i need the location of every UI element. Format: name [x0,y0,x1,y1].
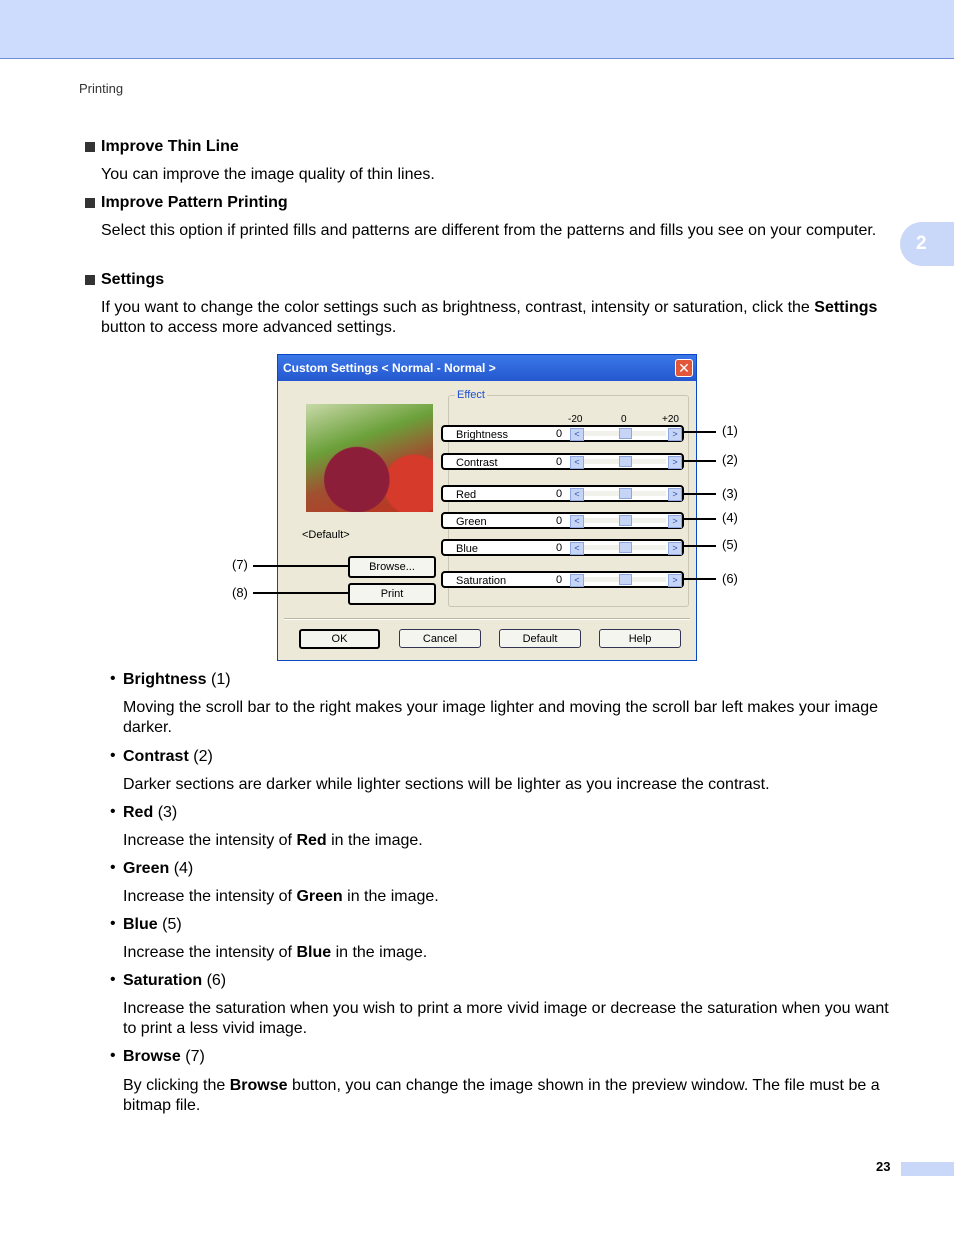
close-icon[interactable]: ✕ [675,359,693,377]
slider-thumb[interactable] [619,542,632,553]
callout-1: (1) [722,423,738,438]
item-heading [123,971,226,991]
item-ref: (2) [193,748,213,765]
callout-line [684,545,716,547]
slider-label: Contrast [456,457,498,469]
item-ref: (5) [162,916,182,933]
square-bullet-icon [85,142,95,152]
custom-settings-dialog [277,354,697,661]
slider-value: 0 [556,515,563,527]
ok-button[interactable]: OK [299,629,380,649]
bullet-dot: • [110,1047,116,1064]
callout-line [684,518,716,520]
callout-line [684,431,716,433]
chevron-left-icon[interactable]: < [570,542,584,555]
bullet-dot: • [110,971,116,988]
divider [284,618,690,620]
bullet-dot: • [110,915,116,932]
item-desc: Moving the scroll bar to the right makes your image lighter and moving the scroll bar left makes your image darker. [123,699,879,736]
item-name: Contrast [123,748,189,765]
item-ref: (3) [157,804,178,821]
slider-thumb[interactable] [619,574,632,585]
callout-3: (3) [722,486,738,501]
item-desc-bold: Blue [296,944,332,961]
callout-line [684,493,716,495]
option-desc [101,298,891,338]
item-desc-bold: Red [296,832,327,849]
slider-value: 0 [556,488,563,500]
slider-row-contrast [441,453,684,470]
bullet-dot: • [110,670,116,687]
item-name: Brightness [123,671,207,688]
callout-5: (5) [722,537,738,552]
slider-row-saturation [441,571,684,588]
item-desc: Darker sections are darker while lighter sections will be lighter as you increase the contrast. [123,776,770,793]
item-heading [123,670,231,690]
preview-label: <Default> [302,529,350,541]
option-title: Improve Pattern Printing [101,194,288,211]
default-button[interactable]: Default [499,629,581,648]
callout-8: (8) [232,585,248,600]
bullet-dot: • [110,747,116,764]
effect-group-label: Effect [457,389,485,401]
chevron-left-icon[interactable]: < [570,488,584,501]
scale-mid: 0 [621,414,627,425]
callout-line [253,592,348,594]
bullet-dot: • [110,859,116,876]
item-desc-bold: Browse [229,1077,288,1094]
item-desc [123,887,893,907]
preview-image [306,404,433,512]
slider-thumb[interactable] [619,488,632,499]
item-desc-text: button, you can change the image shown in the preview window. The file must be a bitmap file. [123,1077,880,1114]
square-bullet-icon [85,275,95,285]
item-desc-text: Increase the intensity of [123,832,292,849]
slider-value: 0 [556,574,563,586]
slider-thumb[interactable] [619,456,632,467]
item-name: Red [123,804,154,821]
section-label: Printing [79,81,124,96]
item-ref: (4) [173,860,194,877]
chevron-right-icon[interactable]: > [668,574,682,587]
scale-min: -20 [568,414,583,425]
item-name: Green [123,860,170,877]
item-heading [123,859,193,879]
chevron-left-icon[interactable]: < [570,574,584,587]
item-heading [123,803,177,823]
item-name: Saturation [123,972,203,989]
item-name: Browse [123,1048,181,1065]
option-desc: Select this option if printed fills and patterns are different from the patterns and fills you see on your computer. [101,222,877,239]
page-number: 23 [876,1159,891,1174]
slider-value: 0 [556,456,563,468]
item-desc [123,943,893,963]
slider-label: Red [456,489,477,501]
item-desc: Increase the saturation when you wish to print a more vivid image or decrease the saturation when you want to print a less vivid image. [123,1000,889,1037]
slider-row-blue [441,539,684,556]
item-ref: (7) [185,1048,205,1065]
callout-line [684,460,716,462]
option-title: Improve Thin Line [101,138,239,155]
slider-thumb[interactable] [619,428,632,439]
item-desc-text: Increase the intensity of [123,888,292,905]
header-band [0,0,954,59]
item-desc [123,1076,898,1116]
chevron-left-icon[interactable]: < [570,456,584,469]
scale-max: +20 [662,414,679,425]
slider-value: 0 [556,542,563,554]
item-ref: (1) [211,671,231,688]
slider-row-green [441,512,684,529]
browse-button[interactable]: Browse... [348,556,436,578]
print-button[interactable]: Print [348,583,436,605]
slider-row-brightness [441,425,684,442]
chevron-right-icon[interactable]: > [668,428,682,441]
item-desc-text: in the image. [335,944,428,961]
option-desc: You can improve the image quality of thin lines. [101,166,435,183]
chevron-left-icon[interactable]: < [570,515,584,528]
item-heading [123,915,182,935]
item-desc-text: in the image. [331,832,423,849]
callout-6: (6) [722,571,738,586]
slider-label: Green [456,516,487,528]
callout-2: (2) [722,452,738,467]
square-bullet-icon [85,198,95,208]
slider-label: Saturation [456,575,507,587]
chevron-right-icon[interactable]: > [668,542,682,555]
callout-4: (4) [722,510,738,525]
callout-line [253,565,348,567]
slider-value: 0 [556,428,563,440]
cancel-button[interactable]: Cancel [399,629,481,648]
item-desc [123,831,893,851]
item-name: Blue [123,916,158,933]
item-desc-bold: Green [296,888,343,905]
chevron-right-icon[interactable]: > [668,456,682,469]
chevron-right-icon[interactable]: > [668,515,682,528]
slider-row-red [441,485,684,502]
item-heading [123,1047,205,1067]
item-heading [123,747,213,767]
option-desc-bold: Settings [814,299,878,316]
option-desc-text: button to access more advanced settings. [101,319,397,336]
option-desc-text: If you want to change the color settings such as brightness, contrast, intensity or saturation, click the [101,299,810,316]
chevron-left-icon[interactable]: < [570,428,584,441]
page-number-bar [901,1162,954,1176]
callout-line [684,578,716,580]
slider-thumb[interactable] [619,515,632,526]
item-desc-text: in the image. [347,888,439,905]
dialog-title: Custom Settings < Normal - Normal > [278,355,696,381]
option-title: Settings [101,271,165,288]
chapter-tab: 2 [900,222,954,266]
chevron-right-icon[interactable]: > [668,488,682,501]
help-button[interactable]: Help [599,629,681,648]
slider-label: Brightness [456,429,508,441]
item-ref: (6) [206,972,227,989]
callout-7: (7) [232,557,248,572]
item-desc-text: Increase the intensity of [123,944,292,961]
slider-label: Blue [456,543,479,555]
item-desc-text: By clicking the [123,1077,226,1094]
bullet-dot: • [110,803,116,820]
